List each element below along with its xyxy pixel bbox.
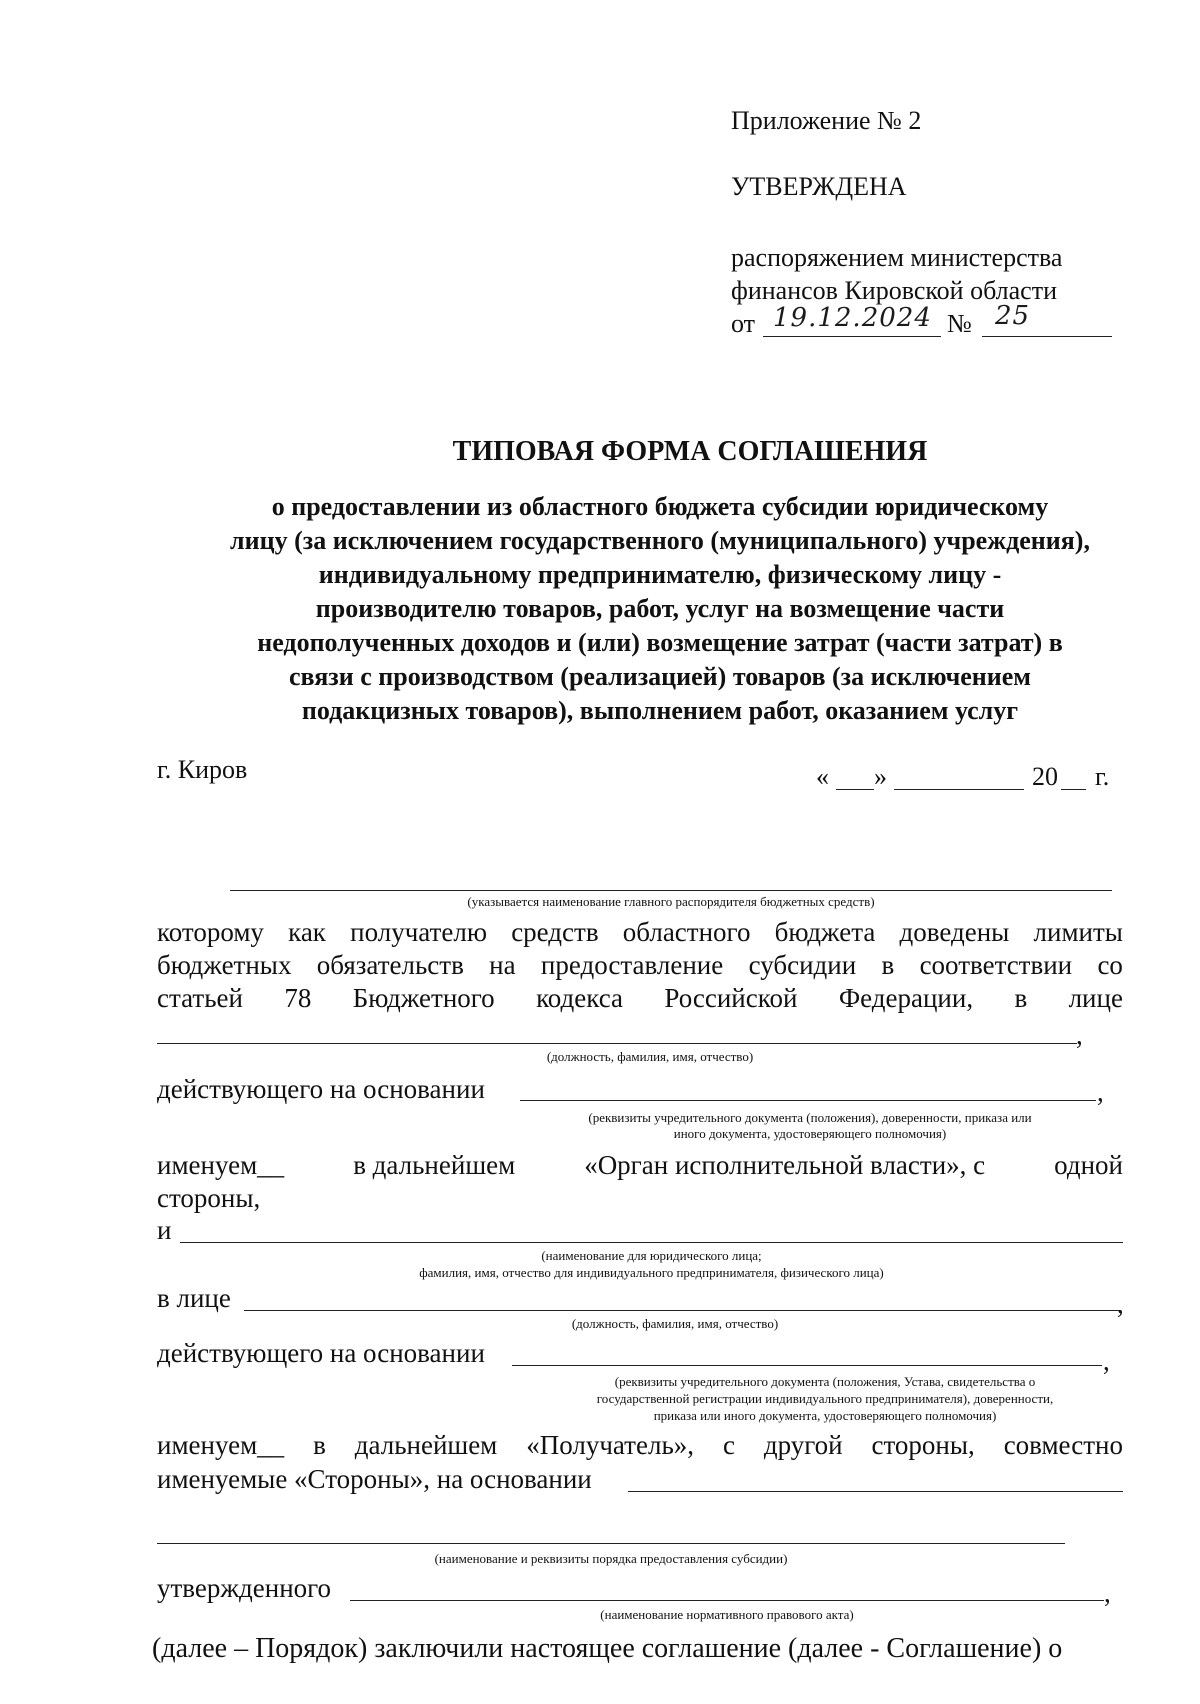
word: бюджета — [774, 917, 876, 947]
word: Бюджетного — [352, 983, 495, 1013]
named-line-1 — [157, 1150, 1123, 1181]
subtitle-line: связи с производством (реализацией) товаров (за исключением — [288, 662, 1031, 691]
in-person-label: в лице — [157, 1283, 231, 1313]
requisites-caption-line: государственной регистрации индивидуального предпринимателя), доверенности, — [596, 1391, 1054, 1406]
recipient-name-blank — [180, 1242, 1123, 1243]
acting-basis-blank — [512, 1365, 1102, 1366]
word: с — [722, 1430, 735, 1460]
number-line — [982, 336, 1112, 337]
word: Федерации, — [838, 983, 974, 1013]
grbs-caption: (указывается наименование главного распорядителя бюджетных средств) — [467, 894, 875, 909]
word: «Орган исполнительной власти», с — [584, 1150, 986, 1180]
grbs-blank — [230, 890, 1112, 891]
subtitle-line: индивидуальному предпринимателю, физическому лицу - — [318, 560, 1002, 589]
acting-on-basis-label: действующего на основании — [157, 1074, 485, 1104]
date-line — [763, 336, 941, 337]
comma: , — [1117, 1289, 1124, 1319]
word: соответствии — [919, 950, 1073, 980]
word: на — [489, 950, 516, 980]
word: другой — [763, 1430, 843, 1460]
date-close-quote: » — [874, 762, 887, 791]
word: Российской — [664, 983, 798, 1013]
paragraph-line-1 — [157, 917, 1123, 948]
word: областного — [622, 917, 751, 947]
word: бюджетных — [157, 950, 292, 980]
date-open-quote: « — [816, 762, 829, 791]
paragraph-line-2 — [157, 950, 1123, 981]
approved-by-line-1: распоряжением министерства — [731, 243, 1063, 272]
named-line-2 — [157, 1430, 1123, 1461]
sides-label: стороны, — [157, 1183, 261, 1213]
document-title: ТИПОВАЯ ФОРМА СОГЛАШЕНИЯ — [452, 436, 928, 467]
subtitle-line: недополученных доходов и (или) возмещение затрат (части затрат) в — [257, 628, 1063, 657]
date-prefix: от — [731, 309, 756, 338]
appendix-label: Приложение № 2 — [731, 106, 922, 135]
requisites-caption-line: приказа или иного документа, удостоверяющего полномочия) — [653, 1408, 997, 1423]
basis-blank — [628, 1491, 1123, 1492]
word: одной — [1054, 1150, 1123, 1180]
acting-basis-blank — [520, 1100, 1096, 1101]
requisites-caption-line: иного документа, удостоверяющего полномочия) — [673, 1126, 947, 1141]
word: обязательств — [316, 950, 464, 980]
position-fio-blank — [157, 1043, 1077, 1044]
word: в дальнейшем — [353, 1150, 516, 1180]
acting-on-basis-label: действующего на основании — [157, 1338, 485, 1368]
year-blank — [1061, 789, 1086, 790]
comma: , — [1076, 1020, 1083, 1050]
comma: , — [1104, 1578, 1111, 1608]
year-suffix: г. — [1095, 762, 1110, 791]
approved-by-label: утвержденного — [157, 1573, 332, 1603]
word: в — [1014, 983, 1028, 1013]
word: совместно — [1003, 1430, 1123, 1460]
subtitle-line: подакцизных товаров), выполнением работ, оказанием услуг — [301, 696, 1019, 725]
day-blank — [836, 789, 874, 790]
handwritten-number: 25 — [995, 301, 1031, 331]
requisites-caption-line: (реквизиты учредительного документа (положения, Устава, свидетельства о — [614, 1374, 1036, 1389]
recipient-name-caption-line: фамилия, имя, отчество для индивидуального предпринимателя, физического лица) — [419, 1265, 884, 1280]
word: предоставление — [540, 950, 724, 980]
approved-label: УТВЕРЖДЕНА — [731, 172, 907, 201]
year-prefix: 20 — [1032, 762, 1058, 791]
word: стороны, — [871, 1430, 975, 1460]
word: именуем__ — [157, 1150, 285, 1180]
word: «Получатель», — [526, 1430, 695, 1460]
approved-by-line-2: финансов Кировской области — [731, 276, 1058, 305]
npa-blank — [350, 1600, 1104, 1601]
word: которому — [157, 917, 264, 947]
comma: , — [1097, 1077, 1104, 1107]
recipient-name-caption-line: (наименование для юридического лица; — [541, 1248, 762, 1263]
word: как — [288, 917, 326, 947]
word: субсидии — [748, 950, 857, 980]
word: 78 — [284, 983, 312, 1013]
word: лимиты — [1033, 917, 1123, 947]
paragraph-line-3 — [157, 983, 1123, 1014]
procedure-blank — [157, 1543, 1065, 1544]
word: лице — [1068, 983, 1123, 1013]
word: дальнейшем — [354, 1430, 498, 1460]
word: статьей — [157, 983, 243, 1013]
comma: , — [1103, 1346, 1110, 1376]
subtitle-line: о предоставлении из областного бюджета субсидии юридическому — [271, 492, 1049, 521]
and-label: и — [157, 1215, 172, 1245]
word: доведены — [899, 917, 1010, 947]
npa-caption: (наименование нормативного правового акта) — [600, 1607, 854, 1622]
month-blank — [894, 789, 1024, 790]
handwritten-date: 19.12.2024 — [773, 303, 932, 333]
word: в — [313, 1430, 326, 1460]
last-line: (далее – Порядок) заключили настоящее соглашение (далее - Соглашение) о — [152, 1633, 1063, 1664]
position-fio-caption: (должность, фамилия, имя, отчество) — [571, 1316, 779, 1331]
word: средств — [511, 917, 599, 947]
word: кодекса — [536, 983, 623, 1013]
position-fio-caption: (должность, фамилия, имя, отчество) — [546, 1049, 754, 1064]
jointly-named-label: именуемые «Стороны», на основании — [157, 1464, 592, 1494]
subtitle-line: лицу (за исключением государственного (муниципального) учреждения), — [230, 526, 1090, 555]
place-label: г. Киров — [157, 755, 248, 784]
procedure-caption: (наименование и реквизиты порядка предоставления субсидии) — [434, 1551, 788, 1566]
word: именуем__ — [157, 1430, 285, 1460]
word: со — [1097, 950, 1123, 980]
in-person-blank — [244, 1310, 1120, 1311]
word: получателю — [350, 917, 487, 947]
word: в — [881, 950, 895, 980]
number-prefix: № — [947, 309, 972, 338]
subtitle-line: производителю товаров, работ, услуг на возмещение части — [315, 594, 1005, 623]
requisites-caption-line: (реквизиты учредительного документа (положения), доверенности, приказа или — [588, 1110, 1032, 1125]
